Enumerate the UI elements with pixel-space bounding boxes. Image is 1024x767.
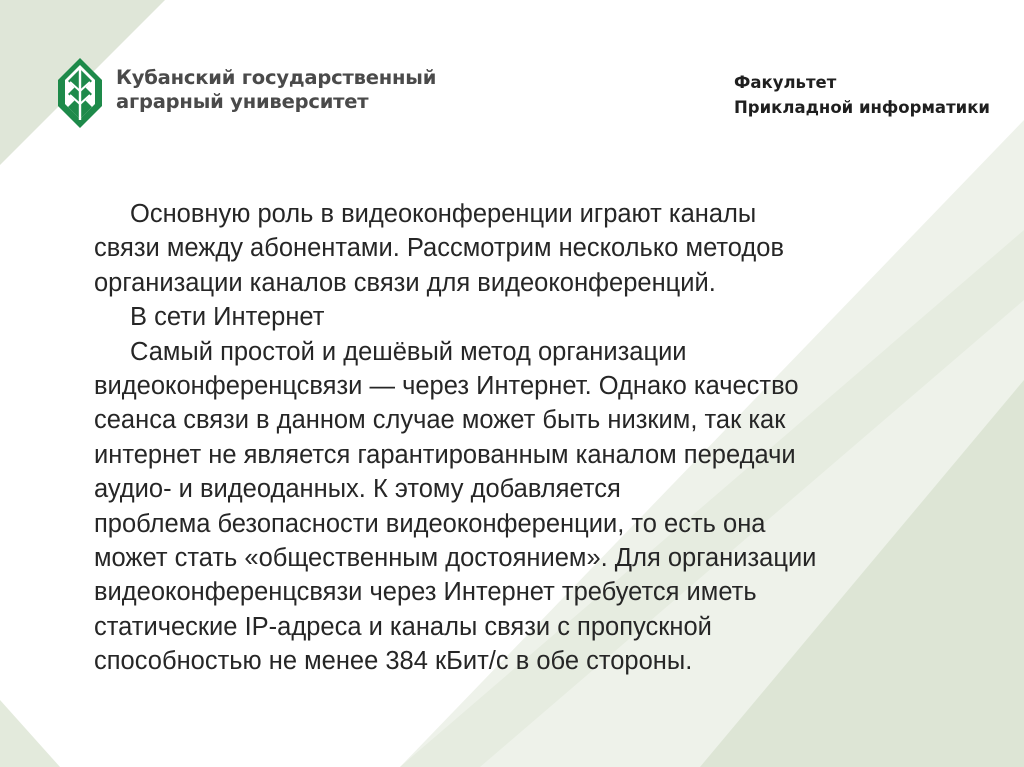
body-line: аудио- и видеоданных. К этому добавляется bbox=[94, 475, 621, 504]
university-name-line2: аграрный университет bbox=[116, 90, 369, 113]
body-line: сеанса связи в данном случае может быть низким, так как bbox=[94, 406, 786, 435]
faculty-name bbox=[734, 70, 990, 120]
body-line: может стать «общественным достоянием». Для организации bbox=[94, 543, 817, 572]
university-name bbox=[116, 66, 436, 114]
body-line: видеоконференцсвязи через Интернет требуется иметь bbox=[94, 578, 757, 607]
university-name-line1: Кубанский государственный bbox=[116, 66, 437, 89]
university-logo-icon bbox=[58, 58, 102, 128]
faculty-line2: Прикладной информатики bbox=[734, 98, 990, 117]
bottom-left-corner bbox=[0, 700, 60, 767]
body-line: видеоконференцсвязи — через Интернет. Однако качество bbox=[94, 371, 799, 400]
section-heading: В сети Интернет bbox=[130, 303, 325, 332]
body-line: статические IP-адреса и каналы связи с пропускной bbox=[94, 612, 712, 641]
body-line: связи между абонентами. Рассмотрим несколько методов bbox=[94, 234, 785, 263]
body-line: проблема безопасности видеоконференции, то есть она bbox=[94, 509, 766, 538]
body-line: интернет не является гарантированным каналом передачи bbox=[94, 440, 796, 469]
body-line: Основную роль в видеоконференции играют каналы bbox=[130, 200, 757, 228]
body-line: Самый простой и дешёвый метод организации bbox=[130, 337, 687, 366]
body-text bbox=[94, 197, 994, 678]
faculty-line1: Факультет bbox=[734, 73, 837, 92]
body-line: способностью не менее 384 кБит/с в обе стороны. bbox=[94, 647, 693, 676]
body-line: организации каналов связи для видеоконференций. bbox=[94, 268, 716, 297]
